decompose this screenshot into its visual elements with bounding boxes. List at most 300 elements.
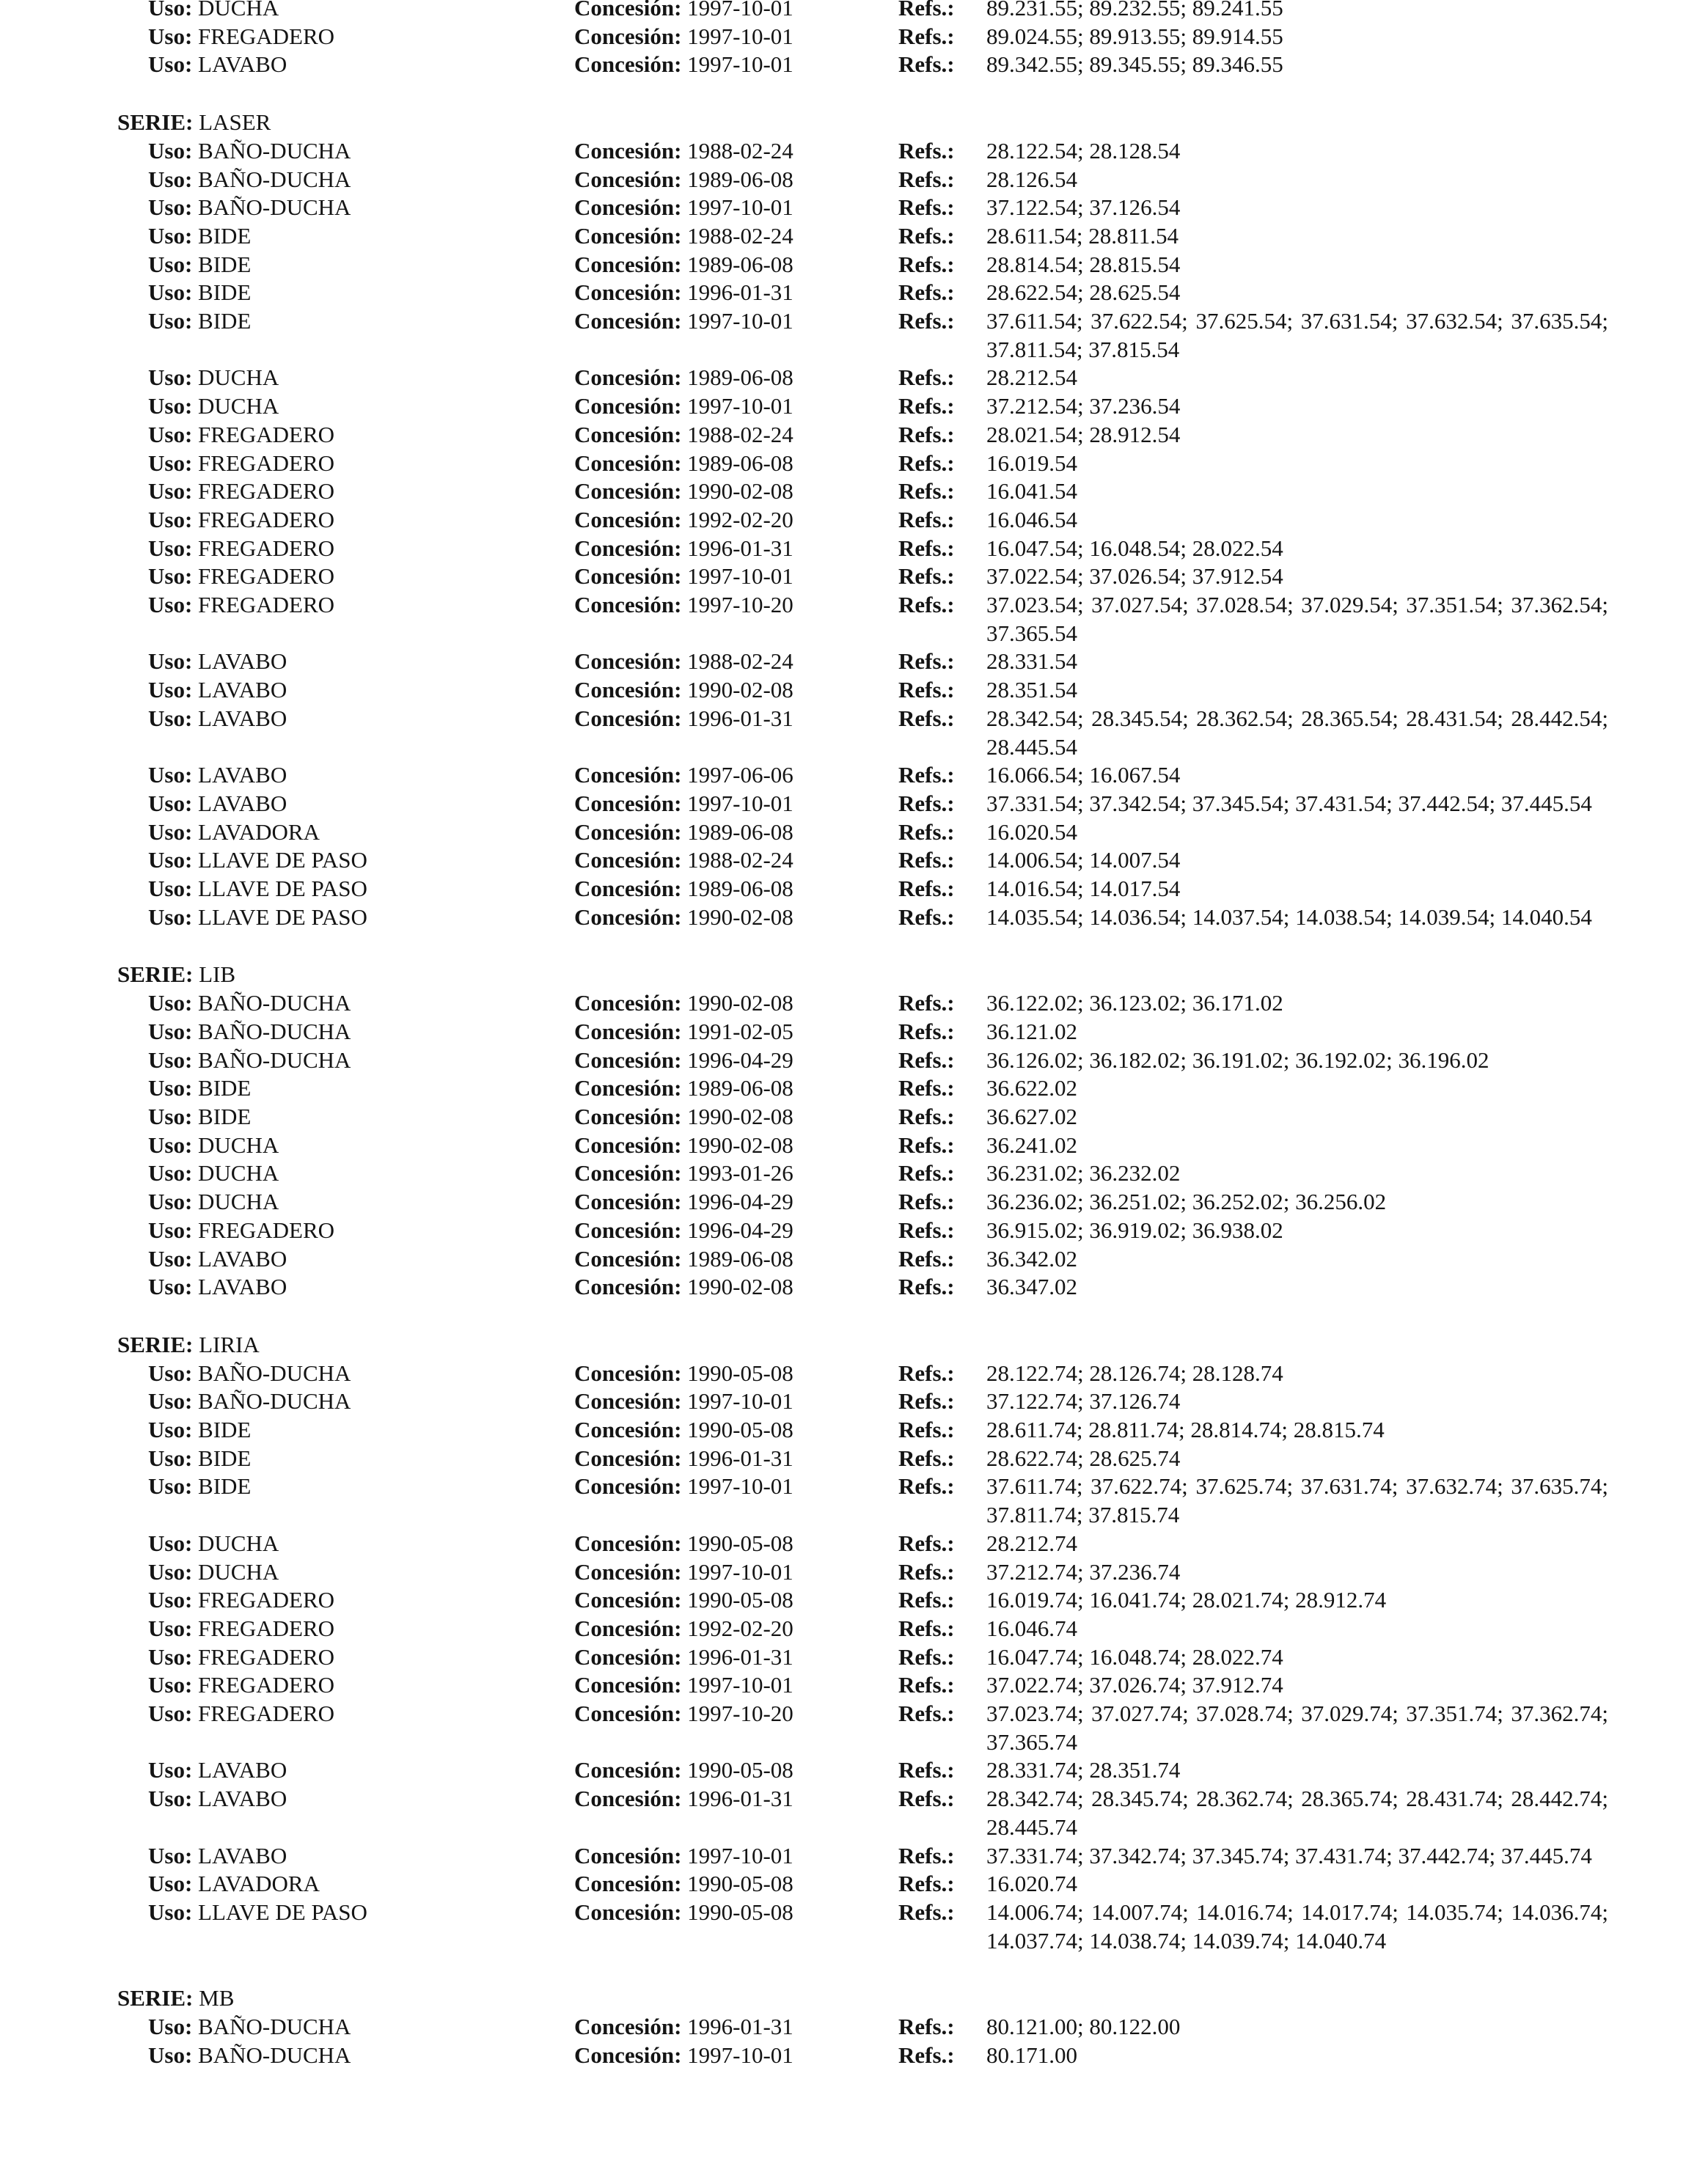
uso-label: Uso:	[148, 903, 193, 930]
uso-label: Uso:	[148, 222, 193, 249]
uso-label: Uso:	[148, 1643, 193, 1670]
entry-row	[0, 1671, 1708, 1700]
concesion-label: Concesión:	[574, 1842, 682, 1868]
serie-heading	[0, 961, 1708, 989]
refs-value: 28.351.54	[986, 677, 1077, 703]
refs-label: Refs.:	[898, 876, 955, 902]
refs-label: Refs.:	[898, 677, 955, 703]
uso-label: Uso:	[148, 648, 193, 675]
refs-value: 28.331.74; 28.351.74	[986, 1757, 1181, 1783]
refs-value: 28.611.74; 28.811.74; 28.814.74; 28.815.74	[986, 1417, 1385, 1442]
refs-value: 36.347.02	[986, 1274, 1077, 1300]
refs-label: Refs.:	[898, 1672, 955, 1698]
uso-cell	[148, 1700, 334, 1728]
serie-heading	[0, 109, 1708, 137]
uso-value: LAVABO	[198, 1757, 287, 1783]
refs-value: 16.047.54; 16.048.54; 28.022.54	[986, 535, 1283, 561]
entry-row	[0, 1700, 1708, 1756]
refs-value: 16.066.54; 16.067.54	[986, 762, 1181, 788]
concesion-date: 1990-02-08	[687, 1274, 793, 1300]
uso-label: Uso:	[148, 1871, 193, 1897]
concesion-cell	[574, 875, 793, 903]
uso-cell	[148, 676, 287, 705]
concesion-cell	[574, 506, 793, 535]
uso-label: Uso:	[148, 705, 193, 731]
uso-value: DUCHA	[198, 0, 279, 21]
entry-row	[0, 875, 1708, 903]
concesion-cell	[574, 1445, 793, 1473]
uso-label: Uso:	[148, 166, 193, 192]
entry-row	[0, 1046, 1708, 1075]
uso-value: LAVABO	[198, 51, 287, 78]
entry-row	[0, 421, 1708, 450]
refs-value: 89.231.55; 89.232.55; 89.241.55	[986, 0, 1283, 21]
concesion-cell	[574, 1785, 793, 1813]
concesion-label: Concesión:	[574, 1131, 682, 1158]
concesion-date: 1990-05-08	[687, 1530, 793, 1556]
refs-value: 28.342.74; 28.345.74; 28.362.74; 28.365.74; 28.431.74; 28.442.74; 28.445.74	[986, 1786, 1608, 1840]
uso-value: DUCHA	[198, 1189, 279, 1215]
refs-label: Refs.:	[898, 23, 955, 49]
concesion-label: Concesión:	[574, 1757, 682, 1783]
concesion-cell	[574, 1615, 793, 1643]
refs-value: 28.342.54; 28.345.54; 28.362.54; 28.365.54; 28.431.54; 28.442.54; 28.445.54	[986, 705, 1608, 760]
entry-row	[0, 1074, 1708, 1103]
concesion-cell	[574, 761, 793, 790]
refs-value: 16.019.54	[986, 450, 1077, 476]
concesion-date: 1990-05-08	[687, 1757, 793, 1783]
entry-row	[0, 279, 1708, 307]
concesion-label: Concesión:	[574, 1871, 682, 1897]
uso-label: Uso:	[148, 563, 193, 590]
uso-label: Uso:	[148, 1615, 193, 1641]
refs-value: 28.611.54; 28.811.54	[986, 222, 1179, 249]
concesion-date: 1989-06-08	[687, 1245, 793, 1272]
refs-value: 36.236.02; 36.251.02; 36.252.02; 36.256.02	[986, 1189, 1387, 1215]
concesion-label: Concesión:	[574, 762, 682, 788]
entry-row	[0, 1870, 1708, 1899]
serie-label: SERIE:	[117, 1331, 194, 1357]
serie-label: SERIE:	[117, 109, 194, 136]
concesion-cell	[574, 222, 793, 251]
uso-cell	[148, 1472, 251, 1501]
refs-value: 36.122.02; 36.123.02; 36.171.02	[986, 990, 1283, 1016]
refs-value: 37.122.74; 37.126.74	[986, 1388, 1181, 1415]
uso-value: DUCHA	[198, 1131, 279, 1158]
concesion-cell	[574, 1131, 793, 1160]
uso-label: Uso:	[148, 1046, 193, 1073]
refs-value: 28.212.74	[986, 1530, 1077, 1556]
refs-value: 16.020.74	[986, 1871, 1077, 1897]
uso-value: BIDE	[198, 308, 252, 334]
uso-label: Uso:	[148, 137, 193, 164]
concesion-date: 1990-05-08	[687, 1871, 793, 1897]
concesion-date: 1993-01-26	[687, 1160, 793, 1186]
refs-label: Refs.:	[898, 166, 955, 192]
concesion-label: Concesión:	[574, 166, 682, 192]
refs-label: Refs.:	[898, 535, 955, 561]
concesion-date: 1989-06-08	[687, 364, 793, 391]
concesion-label: Concesión:	[574, 1672, 682, 1698]
concesion-date: 1997-10-01	[687, 563, 793, 590]
concesion-cell	[574, 450, 793, 478]
refs-value: 28.622.54; 28.625.54	[986, 279, 1181, 306]
refs-value: 16.046.74	[986, 1615, 1077, 1641]
uso-value: BIDE	[198, 1473, 252, 1500]
concesion-label: Concesión:	[574, 1103, 682, 1129]
concesion-label: Concesión:	[574, 222, 682, 249]
refs-label: Refs.:	[898, 1075, 955, 1101]
uso-cell	[148, 450, 334, 478]
uso-cell	[148, 989, 351, 1018]
refs-label: Refs.:	[898, 1160, 955, 1186]
uso-value: LAVABO	[198, 790, 287, 816]
concesion-cell	[574, 1273, 793, 1302]
uso-value: LAVABO	[198, 1842, 287, 1868]
uso-label: Uso:	[148, 876, 193, 902]
uso-label: Uso:	[148, 364, 193, 391]
uso-value: BIDE	[198, 1417, 252, 1442]
concesion-date: 1990-05-08	[687, 1587, 793, 1613]
refs-label: Refs.:	[898, 1217, 955, 1243]
concesion-date: 1996-01-31	[687, 1643, 793, 1670]
concesion-date: 1996-04-29	[687, 1189, 793, 1215]
concesion-cell	[574, 1756, 793, 1785]
entry-row	[0, 506, 1708, 535]
entry-row	[0, 1445, 1708, 1473]
uso-cell	[148, 562, 334, 591]
serie-label: SERIE:	[117, 961, 194, 988]
concesion-date: 1989-06-08	[687, 251, 793, 277]
uso-label: Uso:	[148, 847, 193, 873]
concesion-date: 1989-06-08	[687, 1075, 793, 1101]
uso-value: BAÑO-DUCHA	[198, 1046, 351, 1073]
uso-label: Uso:	[148, 1388, 193, 1415]
concesion-cell	[574, 1700, 793, 1728]
entry-row	[0, 51, 1708, 79]
refs-value: 37.022.74; 37.026.74; 37.912.74	[986, 1672, 1283, 1698]
entry-row	[0, 1472, 1708, 1529]
concesion-date: 1996-01-31	[687, 1445, 793, 1471]
concesion-cell	[574, 194, 793, 222]
refs-value: 28.126.54	[986, 166, 1077, 192]
concesion-label: Concesión:	[574, 421, 682, 447]
concesion-date: 1990-05-08	[687, 1899, 793, 1925]
refs-label: Refs.:	[898, 478, 955, 505]
concesion-date: 1996-01-31	[687, 705, 793, 731]
refs-label: Refs.:	[898, 1445, 955, 1471]
refs-value: 89.342.55; 89.345.55; 89.346.55	[986, 51, 1283, 78]
concesion-date: 1988-02-24	[687, 648, 793, 675]
uso-value: LAVABO	[198, 762, 287, 788]
refs-label: Refs.:	[898, 2014, 955, 2040]
concesion-cell	[574, 1870, 793, 1899]
entry-row	[0, 1188, 1708, 1217]
entry-row	[0, 818, 1708, 847]
concesion-date: 1997-10-01	[687, 2042, 793, 2068]
refs-value: 37.212.54; 37.236.54	[986, 393, 1181, 419]
concesion-label: Concesión:	[574, 251, 682, 277]
concesion-cell	[574, 1103, 793, 1131]
concesion-label: Concesión:	[574, 279, 682, 306]
concesion-date: 1997-06-06	[687, 762, 793, 788]
entry-row	[0, 1586, 1708, 1615]
entry-row	[0, 2013, 1708, 2042]
uso-cell	[148, 1103, 251, 1131]
uso-value: LAVABO	[198, 648, 287, 675]
uso-cell	[148, 1899, 367, 1927]
entry-row	[0, 705, 1708, 761]
concesion-label: Concesión:	[574, 308, 682, 334]
refs-value: 80.171.00	[986, 2042, 1077, 2068]
refs-label: Refs.:	[898, 818, 955, 845]
uso-label: Uso:	[148, 1103, 193, 1129]
concesion-date: 1988-02-24	[687, 847, 793, 873]
uso-cell	[148, 535, 334, 563]
entry-row	[0, 1558, 1708, 1587]
concesion-date: 1989-06-08	[687, 818, 793, 845]
uso-label: Uso:	[148, 592, 193, 618]
concesion-cell	[574, 790, 793, 818]
refs-label: Refs.:	[898, 279, 955, 306]
refs-value: 37.122.54; 37.126.54	[986, 194, 1181, 221]
concesion-label: Concesión:	[574, 194, 682, 221]
refs-value: 16.020.54	[986, 818, 1077, 845]
serie-section	[0, 1331, 1708, 1955]
uso-cell	[148, 818, 320, 847]
refs-value: 37.331.74; 37.342.74; 37.345.74; 37.431.74; 37.442.74; 37.445.74	[986, 1842, 1592, 1868]
concesion-label: Concesión:	[574, 1388, 682, 1415]
uso-cell	[148, 364, 279, 392]
concesion-cell	[574, 591, 793, 620]
concesion-cell	[574, 846, 793, 875]
uso-label: Uso:	[148, 1245, 193, 1272]
refs-label: Refs.:	[898, 1274, 955, 1300]
concesion-cell	[574, 1245, 793, 1274]
concesion-date: 1996-04-29	[687, 1046, 793, 1073]
uso-label: Uso:	[148, 2042, 193, 2068]
uso-value: FREGADERO	[198, 1672, 335, 1698]
uso-label: Uso:	[148, 506, 193, 532]
entry-row	[0, 1131, 1708, 1160]
uso-value: LLAVE DE PASO	[198, 847, 367, 873]
concesion-date: 1997-10-01	[687, 1388, 793, 1415]
entry-row	[0, 1245, 1708, 1274]
refs-label: Refs.:	[898, 1103, 955, 1129]
uso-label: Uso:	[148, 1445, 193, 1471]
refs-label: Refs.:	[898, 1388, 955, 1415]
uso-cell	[148, 705, 287, 733]
uso-value: DUCHA	[198, 1160, 279, 1186]
concesion-date: 1997-10-01	[687, 393, 793, 419]
entry-row	[0, 1530, 1708, 1558]
uso-label: Uso:	[148, 1018, 193, 1044]
concesion-date: 1989-06-08	[687, 450, 793, 476]
concesion-date: 1992-02-20	[687, 506, 793, 532]
refs-label: Refs.:	[898, 1899, 955, 1925]
uso-cell	[148, 1360, 351, 1388]
uso-label: Uso:	[148, 1558, 193, 1585]
refs-label: Refs.:	[898, 137, 955, 164]
uso-value: BIDE	[198, 1103, 252, 1129]
concesion-cell	[574, 1217, 793, 1245]
concesion-cell	[574, 1472, 793, 1501]
uso-value: LLAVE DE PASO	[198, 903, 367, 930]
uso-cell	[148, 1245, 287, 1274]
refs-value: 37.023.54; 37.027.54; 37.028.54; 37.029.54; 37.351.54; 37.362.54; 37.365.54	[986, 592, 1608, 646]
uso-value: BIDE	[198, 279, 252, 306]
entry-row	[0, 648, 1708, 676]
concesion-cell	[574, 364, 793, 392]
uso-label: Uso:	[148, 279, 193, 306]
concesion-date: 1990-05-08	[687, 1360, 793, 1386]
concesion-label: Concesión:	[574, 450, 682, 476]
refs-value: 14.035.54; 14.036.54; 14.037.54; 14.038.54; 14.039.54; 14.040.54	[986, 903, 1592, 930]
uso-cell	[148, 0, 279, 23]
refs-label: Refs.:	[898, 847, 955, 873]
entry-row	[0, 1360, 1708, 1388]
serie-section	[0, 961, 1708, 1301]
concesion-label: Concesión:	[574, 0, 682, 21]
refs-value: 28.122.54; 28.128.54	[986, 137, 1181, 164]
uso-label: Uso:	[148, 1786, 193, 1812]
uso-value: FREGADERO	[198, 1217, 335, 1243]
concesion-date: 1997-10-01	[687, 1473, 793, 1500]
refs-value: 80.121.00; 80.122.00	[986, 2014, 1181, 2040]
concesion-date: 1996-01-31	[687, 535, 793, 561]
entry-row	[0, 790, 1708, 818]
entry-row	[0, 761, 1708, 790]
refs-value: 16.047.74; 16.048.74; 28.022.74	[986, 1643, 1283, 1670]
refs-label: Refs.:	[898, 705, 955, 731]
entry-row	[0, 903, 1708, 932]
uso-value: FREGADERO	[198, 1701, 335, 1727]
refs-label: Refs.:	[898, 1558, 955, 1585]
uso-value: DUCHA	[198, 393, 279, 419]
concesion-label: Concesión:	[574, 2014, 682, 2040]
uso-label: Uso:	[148, 535, 193, 561]
refs-label: Refs.:	[898, 1417, 955, 1442]
entry-row	[0, 1159, 1708, 1188]
concesion-cell	[574, 2042, 793, 2070]
uso-cell	[148, 251, 251, 279]
entry-row	[0, 23, 1708, 51]
refs-value: 28.212.54	[986, 364, 1077, 391]
refs-value: 37.212.74; 37.236.74	[986, 1558, 1181, 1585]
concesion-label: Concesión:	[574, 23, 682, 49]
uso-label: Uso:	[148, 1160, 193, 1186]
uso-label: Uso:	[148, 1189, 193, 1215]
concesion-cell	[574, 1530, 793, 1558]
concesion-date: 1997-10-01	[687, 51, 793, 78]
concesion-label: Concesión:	[574, 563, 682, 590]
uso-cell	[148, 648, 287, 676]
uso-label: Uso:	[148, 421, 193, 447]
uso-cell	[148, 194, 351, 222]
refs-value: 28.622.74; 28.625.74	[986, 1445, 1181, 1471]
refs-label: Refs.:	[898, 1757, 955, 1783]
entry-row	[0, 1785, 1708, 1841]
uso-label: Uso:	[148, 251, 193, 277]
uso-cell	[148, 421, 334, 450]
uso-cell	[148, 1273, 287, 1302]
uso-cell	[148, 1756, 287, 1785]
refs-label: Refs.:	[898, 1131, 955, 1158]
uso-cell	[148, 1615, 334, 1643]
serie-heading	[0, 1331, 1708, 1360]
concesion-date: 1992-02-20	[687, 1615, 793, 1641]
uso-label: Uso:	[148, 1530, 193, 1556]
concesion-cell	[574, 137, 793, 166]
concesion-cell	[574, 535, 793, 563]
entry-row	[0, 1103, 1708, 1131]
refs-value: 36.126.02; 36.182.02; 36.191.02; 36.192.02; 36.196.02	[986, 1046, 1489, 1073]
concesion-cell	[574, 1899, 793, 1927]
entry-row	[0, 194, 1708, 222]
uso-cell	[148, 222, 251, 251]
entry-row	[0, 137, 1708, 166]
concesion-label: Concesión:	[574, 1189, 682, 1215]
entry-row	[0, 0, 1708, 23]
uso-cell	[148, 1046, 351, 1075]
refs-value: 37.331.54; 37.342.54; 37.345.54; 37.431.54; 37.442.54; 37.445.54	[986, 790, 1592, 816]
uso-cell	[148, 137, 351, 166]
concesion-label: Concesión:	[574, 478, 682, 505]
refs-label: Refs.:	[898, 1245, 955, 1272]
uso-cell	[148, 2013, 351, 2042]
entry-row	[0, 1643, 1708, 1672]
refs-label: Refs.:	[898, 1871, 955, 1897]
entry-row	[0, 222, 1708, 251]
uso-label: Uso:	[148, 677, 193, 703]
entry-row	[0, 676, 1708, 705]
uso-cell	[148, 1188, 279, 1217]
refs-label: Refs.:	[898, 1587, 955, 1613]
entry-row	[0, 450, 1708, 478]
uso-cell	[148, 307, 251, 336]
refs-label: Refs.:	[898, 0, 955, 21]
refs-label: Refs.:	[898, 2042, 955, 2068]
refs-value: 14.006.54; 14.007.54	[986, 847, 1181, 873]
uso-cell	[148, 1217, 334, 1245]
refs-value: 28.021.54; 28.912.54	[986, 421, 1181, 447]
concesion-cell	[574, 477, 793, 506]
entry-row	[0, 1217, 1708, 1245]
concesion-cell	[574, 307, 793, 336]
concesion-label: Concesión:	[574, 876, 682, 902]
concesion-date: 1997-10-20	[687, 592, 793, 618]
uso-value: BIDE	[198, 251, 252, 277]
concesion-label: Concesión:	[574, 903, 682, 930]
refs-value: 37.611.54; 37.622.54; 37.625.54; 37.631.54; 37.632.54; 37.635.54; 37.811.54; 37.815.54	[986, 308, 1608, 362]
entry-row	[0, 392, 1708, 421]
concesion-cell	[574, 1360, 793, 1388]
concesion-cell	[574, 1074, 793, 1103]
refs-label: Refs.:	[898, 1701, 955, 1727]
refs-label: Refs.:	[898, 1189, 955, 1215]
uso-value: BAÑO-DUCHA	[198, 194, 351, 221]
uso-label: Uso:	[148, 1701, 193, 1727]
refs-value: 36.241.02	[986, 1131, 1077, 1158]
refs-value: 14.016.54; 14.017.54	[986, 876, 1181, 902]
uso-cell	[148, 166, 351, 194]
uso-label: Uso:	[148, 1360, 193, 1386]
uso-value: LAVABO	[198, 1274, 287, 1300]
uso-value: FREGADERO	[198, 1587, 335, 1613]
uso-value: BAÑO-DUCHA	[198, 1360, 351, 1386]
concesion-label: Concesión:	[574, 1558, 682, 1585]
refs-label: Refs.:	[898, 762, 955, 788]
